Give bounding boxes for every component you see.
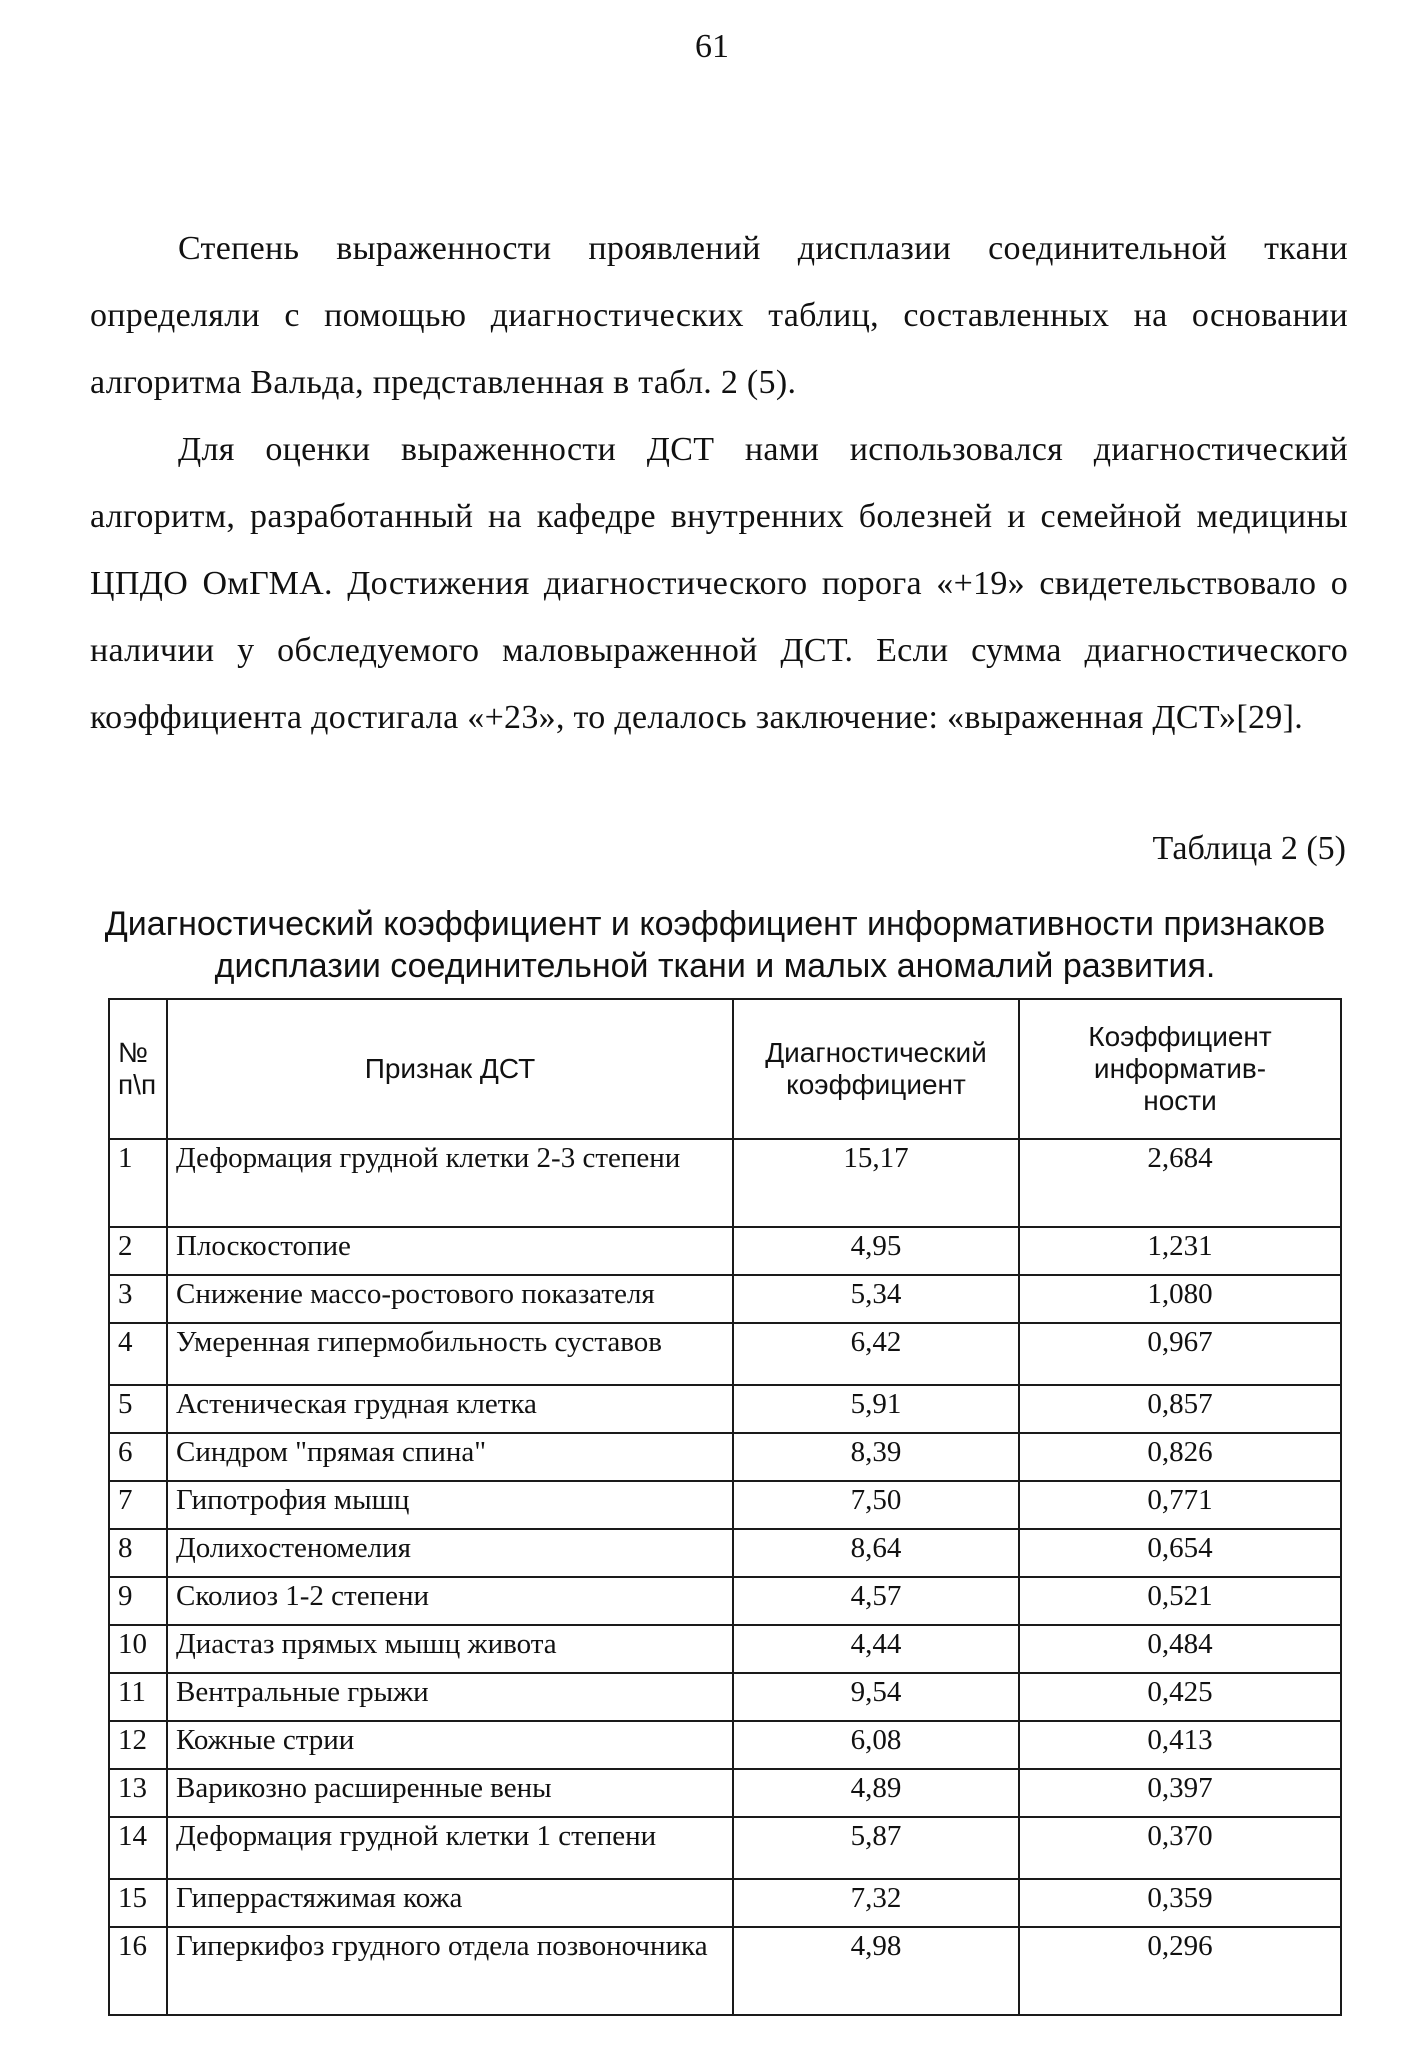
cell-diagnostic-coefficient: 5,91 bbox=[733, 1385, 1019, 1433]
body-text bbox=[90, 215, 1348, 751]
table-header-row bbox=[109, 999, 1341, 1139]
cell-diagnostic-coefficient: 9,54 bbox=[733, 1673, 1019, 1721]
cell-number: 14 bbox=[109, 1817, 167, 1879]
table-row bbox=[109, 1879, 1341, 1927]
cell-diagnostic-coefficient: 7,32 bbox=[733, 1879, 1019, 1927]
table-row bbox=[109, 1433, 1341, 1481]
cell-sign: Сколиоз 1-2 степени bbox=[167, 1577, 733, 1625]
cell-diagnostic-coefficient: 4,57 bbox=[733, 1577, 1019, 1625]
cell-diagnostic-coefficient: 4,98 bbox=[733, 1927, 1019, 2015]
table-label: Таблица 2 (5) bbox=[1152, 830, 1346, 867]
cell-number: 9 bbox=[109, 1577, 167, 1625]
paragraph-1: Степень выраженности проявлений дисплазии соединительной ткани определяли с помощью диагностических таблиц, составленных на основании алгоритма Вальда, представленная в табл. 2 (5). bbox=[90, 230, 1348, 401]
cell-diagnostic-coefficient: 6,08 bbox=[733, 1721, 1019, 1769]
cell-informativeness: 0,857 bbox=[1019, 1385, 1341, 1433]
cell-number: 1 bbox=[109, 1139, 167, 1227]
cell-diagnostic-coefficient: 8,39 bbox=[733, 1433, 1019, 1481]
header-dc-line-1: Диагностический bbox=[765, 1037, 987, 1068]
cell-sign: Кожные стрии bbox=[167, 1721, 733, 1769]
cell-sign: Гиперрастяжимая кожа bbox=[167, 1879, 733, 1927]
data-table bbox=[108, 998, 1342, 2016]
cell-informativeness: 0,826 bbox=[1019, 1433, 1341, 1481]
cell-sign: Долихостеномелия bbox=[167, 1529, 733, 1577]
cell-number: 12 bbox=[109, 1721, 167, 1769]
cell-sign: Астеническая грудная клетка bbox=[167, 1385, 733, 1433]
cell-sign: Диастаз прямых мышц живота bbox=[167, 1625, 733, 1673]
cell-diagnostic-coefficient: 7,50 bbox=[733, 1481, 1019, 1529]
cell-number: 16 bbox=[109, 1927, 167, 2015]
header-sign: Признак ДСТ bbox=[167, 999, 733, 1139]
cell-informativeness: 2,684 bbox=[1019, 1139, 1341, 1227]
table-row bbox=[109, 1385, 1341, 1433]
table-row bbox=[109, 1721, 1341, 1769]
cell-number: 3 bbox=[109, 1275, 167, 1323]
cell-sign: Варикозно расширенные вены bbox=[167, 1769, 733, 1817]
table-row bbox=[109, 1529, 1341, 1577]
cell-sign: Деформация грудной клетки 1 степени bbox=[167, 1817, 733, 1879]
cell-diagnostic-coefficient: 8,64 bbox=[733, 1529, 1019, 1577]
cell-number: 5 bbox=[109, 1385, 167, 1433]
cell-diagnostic-coefficient: 4,95 bbox=[733, 1227, 1019, 1275]
cell-number: 10 bbox=[109, 1625, 167, 1673]
table-row bbox=[109, 1817, 1341, 1879]
cell-informativeness: 0,521 bbox=[1019, 1577, 1341, 1625]
header-number-line-2: п\п bbox=[118, 1069, 157, 1100]
page-number: 61 bbox=[695, 28, 729, 65]
cell-number: 6 bbox=[109, 1433, 167, 1481]
cell-number: 8 bbox=[109, 1529, 167, 1577]
cell-informativeness: 1,231 bbox=[1019, 1227, 1341, 1275]
cell-sign: Вентральные грыжи bbox=[167, 1673, 733, 1721]
cell-informativeness: 1,080 bbox=[1019, 1275, 1341, 1323]
cell-sign: Гипотрофия мышц bbox=[167, 1481, 733, 1529]
cell-number: 4 bbox=[109, 1323, 167, 1385]
cell-informativeness: 0,425 bbox=[1019, 1673, 1341, 1721]
cell-sign: Умеренная гипермобильность суставов bbox=[167, 1323, 733, 1385]
table-row bbox=[109, 1927, 1341, 2015]
table-title bbox=[70, 903, 1360, 987]
table-row bbox=[109, 1577, 1341, 1625]
header-number-line-1: № bbox=[118, 1037, 149, 1068]
cell-informativeness: 0,370 bbox=[1019, 1817, 1341, 1879]
table-row bbox=[109, 1481, 1341, 1529]
cell-diagnostic-coefficient: 4,89 bbox=[733, 1769, 1019, 1817]
table-title-line-2: дисплазии соединительной ткани и малых аномалий развития. bbox=[214, 947, 1216, 985]
cell-sign: Гиперкифоз грудного отдела позвоночника bbox=[167, 1927, 733, 2015]
cell-number: 7 bbox=[109, 1481, 167, 1529]
cell-informativeness: 0,413 bbox=[1019, 1721, 1341, 1769]
cell-sign: Деформация грудной клетки 2-3 степени bbox=[167, 1139, 733, 1227]
cell-sign: Снижение массо-ростового показателя bbox=[167, 1275, 733, 1323]
cell-informativeness: 0,967 bbox=[1019, 1323, 1341, 1385]
cell-number: 11 bbox=[109, 1673, 167, 1721]
table-row bbox=[109, 1275, 1341, 1323]
cell-number: 2 bbox=[109, 1227, 167, 1275]
table-row bbox=[109, 1625, 1341, 1673]
table-row bbox=[109, 1323, 1341, 1385]
cell-number: 13 bbox=[109, 1769, 167, 1817]
header-ki-line-1: Коэффициент bbox=[1088, 1021, 1272, 1052]
table-title-line-1: Диагностический коэффициент и коэффициент информативности признаков bbox=[104, 905, 1326, 943]
table-row bbox=[109, 1673, 1341, 1721]
cell-sign: Синдром "прямая спина" bbox=[167, 1433, 733, 1481]
cell-diagnostic-coefficient: 5,87 bbox=[733, 1817, 1019, 1879]
cell-sign: Плоскостопие bbox=[167, 1227, 733, 1275]
cell-diagnostic-coefficient: 4,44 bbox=[733, 1625, 1019, 1673]
header-number bbox=[109, 999, 167, 1139]
table-row bbox=[109, 1769, 1341, 1817]
cell-diagnostic-coefficient: 15,17 bbox=[733, 1139, 1019, 1227]
cell-diagnostic-coefficient: 6,42 bbox=[733, 1323, 1019, 1385]
table-row bbox=[109, 1139, 1341, 1227]
cell-informativeness: 0,484 bbox=[1019, 1625, 1341, 1673]
header-ki-line-3: ности bbox=[1143, 1085, 1217, 1116]
cell-informativeness: 0,359 bbox=[1019, 1879, 1341, 1927]
cell-informativeness: 0,397 bbox=[1019, 1769, 1341, 1817]
header-diagnostic-coefficient bbox=[733, 999, 1019, 1139]
paragraph-2: Для оценки выраженности ДСТ нами использовался диагностический алгоритм, разработанный на кафедре внутренних болезней и семейной медицины ЦПДО ОмГМА. Достижения диагностического порога «+19» свидетельствовало о наличии у обследуемого маловыраженной ДСТ. Если сумма диагностического коэффициента достигала «+23», то делалось заключение: «выраженная ДСТ»[29]. bbox=[90, 431, 1348, 736]
table-row bbox=[109, 1227, 1341, 1275]
header-ki-line-2: информатив- bbox=[1093, 1053, 1267, 1084]
cell-informativeness: 0,654 bbox=[1019, 1529, 1341, 1577]
cell-number: 15 bbox=[109, 1879, 167, 1927]
cell-informativeness: 0,771 bbox=[1019, 1481, 1341, 1529]
cell-informativeness: 0,296 bbox=[1019, 1927, 1341, 2015]
cell-diagnostic-coefficient: 5,34 bbox=[733, 1275, 1019, 1323]
header-informativeness-coefficient bbox=[1019, 999, 1341, 1139]
header-dc-line-2: коэффициент bbox=[786, 1069, 966, 1100]
